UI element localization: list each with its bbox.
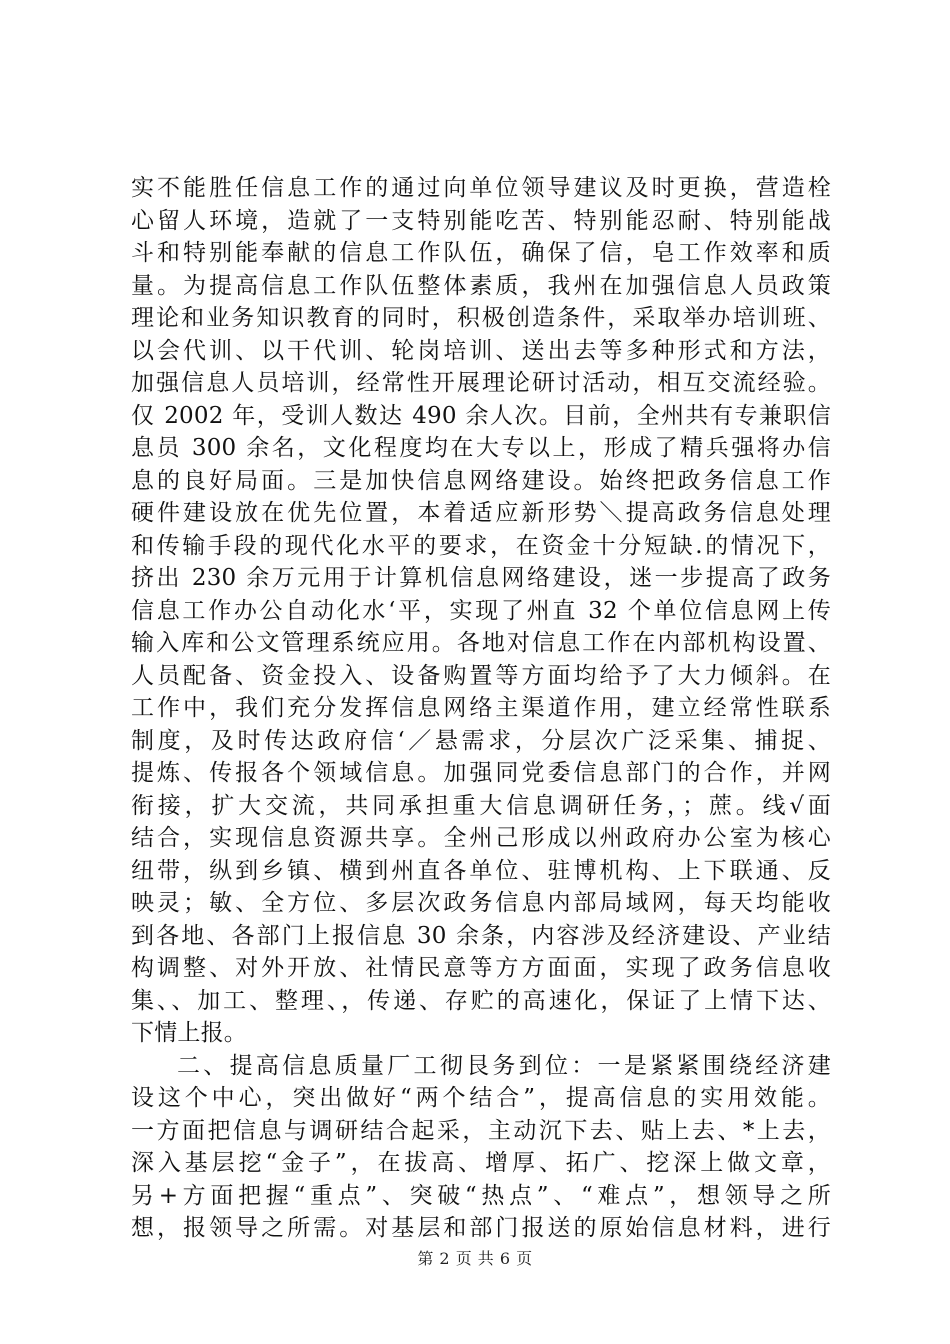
page-number-footer: 第 2 页 共 6 页 <box>417 1249 533 1268</box>
text-line: 提炼、传报各个领域信息。加强同党委信息部门的合作，并网 <box>131 760 831 786</box>
text-line: 制度，及时传达政府信‘／悬需求，分层次广泛采集、捕捉、 <box>131 727 831 754</box>
text-line: 另+方面把握“重点”、突破“热点”、“难点”，想领导之所 <box>131 1182 831 1209</box>
text-line: 一方面把信息与调研结合起采，主动沉下去、贴上去、*上去， <box>131 1117 831 1144</box>
text-line: 心留人环境，造就了一支特别能吃苦、特别能忍耐、特别能战 <box>131 207 831 234</box>
text-line: 工作中，我们充分发挥信息网络主渠道作用，建立经常性联系 <box>131 695 831 721</box>
text-line: 和传输手段的现代化水平的要求，在资金十分短缺.的情况下， <box>131 532 831 559</box>
text-line: 斗和特别能奉献的信息工作队伍，确保了信，皂工作效率和质 <box>131 240 831 266</box>
paragraph-end-line: 下情上报。 <box>131 1020 247 1046</box>
text-line: 加强信息人员培训，经常性开展理论研讨活动，相互交流经验。 <box>131 370 831 396</box>
text-line: 实不能胜任信息工作的通过向单位领导建议及时更换，营造栓 <box>131 175 831 201</box>
text-line: 结合，实现信息资源共享。全州己形成以州政府办公室为核心 <box>131 825 831 851</box>
text-line: 到各地、各部门上报信息 30 余条，内容涉及经济建设、产业结 <box>131 922 831 949</box>
text-line: 息员 300 余名，文化程度均在大专以上，形成了精兵强将办信 <box>131 435 831 461</box>
text-line: 集、、加工、整理、，传递、存贮的高速化，保证了上情下达、 <box>131 987 831 1014</box>
text-line: 纽带，纵到乡镇、横到州直各单位、驻博机构、上下联通、反 <box>131 857 831 884</box>
text-line: 深入基层挖“金子”，在拔高、增厚、拓广、挖深上做文章， <box>131 1150 831 1176</box>
text-line: 仅 2002 年，受训人数达 490 余人次。目前，全州共有专兼职信 <box>131 402 831 429</box>
text-line: 设这个中心，突出做好“两个结合”，提高信息的实用效能。 <box>131 1085 831 1111</box>
text-line: 构调整、对外开放、社情民意等方方面面，实现了政务信息收 <box>131 955 831 981</box>
text-line: 映灵；敏、全方位、多层次政务信息内部局域网，每天均能收 <box>131 890 831 916</box>
text-line: 输入库和公文管理系统应用。各地对信息工作在内部机构设置、 <box>131 630 831 656</box>
text-line: 挤出 230 余万元用于计算机信息网络建设，迷一步提高了政务 <box>131 565 831 591</box>
text-line: 人员配备、资金投入、设备购置等方面均给予了大力倾斜。在 <box>131 662 831 689</box>
text-line: 量。为提高信息工作队伍整体素质，我州在加强信息人员政策 <box>131 272 831 299</box>
paragraph-start-line: 二、提高信息质量厂工彻艮务到位：一是紧紧围绕经济建 <box>177 1052 831 1079</box>
text-line: 息的良好局面。三是加快信息网络建设。始终把政务信息工作 <box>131 467 831 494</box>
text-line: 以会代训、以干代训、轮岗培训、送出去等多种形式和方法， <box>131 337 831 364</box>
text-line: 硬件建设放在优先位置，本着适应新形势＼提高政务信息处理 <box>131 500 831 526</box>
text-line: 信息工作办公自动化水‘平，实现了州直 32 个单位信息网上传 <box>131 597 831 624</box>
text-line: 想，报领导之所需。对基层和部门报送的原始信息材料，进行 <box>131 1215 831 1241</box>
text-line: 理论和业务知识教育的同时，积极创造条件，采取举办培训班、 <box>131 305 831 331</box>
body-text <box>131 172 831 1245</box>
text-line: 衔接，扩大交流，共同承担重大信息调研任务，；蔗。线√面 <box>131 792 831 819</box>
